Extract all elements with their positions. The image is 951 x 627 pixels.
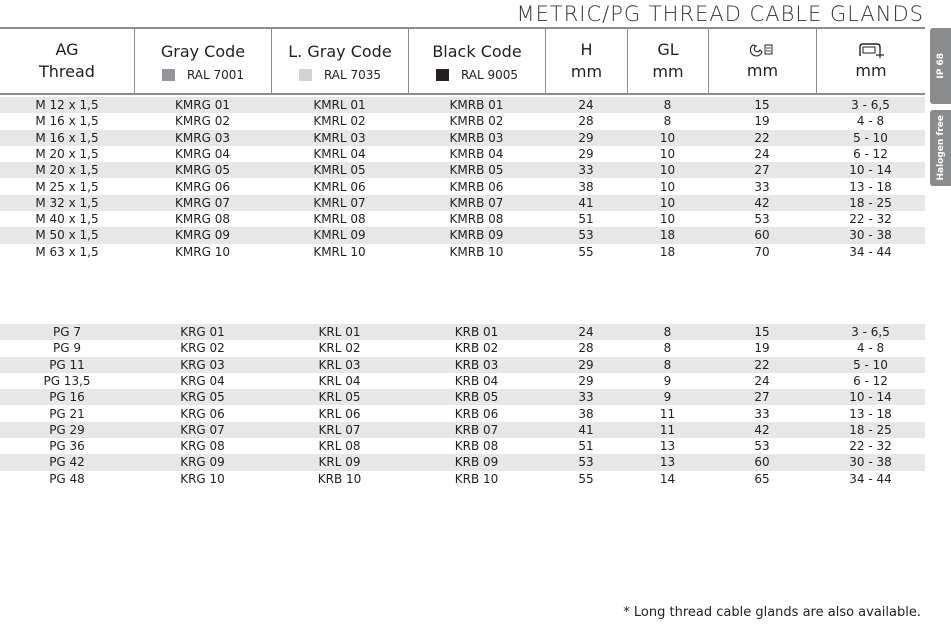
table-row	[0, 227, 925, 243]
cell-gl-value: 13	[659, 455, 676, 470]
header-wrench-unit: mm	[746, 60, 779, 80]
cell-black-code: KRB 09	[454, 455, 499, 470]
cell-h-value: 33	[578, 163, 594, 178]
cell-gl-value: 8	[663, 98, 672, 112]
cell-black-code: KMRB 06	[449, 179, 504, 194]
cell-black-code: KMRB 07	[449, 195, 504, 210]
cell-wrench-size: 19	[754, 341, 770, 356]
cell-h-value: 53	[578, 228, 594, 243]
cell-h-value: 38	[578, 406, 594, 421]
cell-black-code: KMRB 08	[449, 212, 504, 227]
cell-h-value: 24	[578, 98, 594, 112]
table-row	[0, 454, 925, 470]
table-row	[0, 324, 925, 340]
cell-gl-value: 10	[659, 195, 676, 210]
cell-gray-code: KMRG 04	[175, 146, 230, 161]
halogen-free-tab	[930, 110, 951, 186]
cell-lgray-code: KMRL 03	[313, 130, 366, 145]
cell-thread: M 12 x 1,5	[35, 98, 99, 112]
footnote: * Long thread cable glands are also available.	[623, 605, 921, 620]
cell-black-code: KRB 07	[454, 422, 499, 437]
header-wrench	[708, 29, 816, 93]
cell-thread: M 50 x 1,5	[35, 228, 99, 243]
cell-wrench-size: 24	[754, 373, 770, 388]
cell-gray-code: KRG 10	[180, 471, 225, 486]
lgray-swatch	[299, 69, 312, 81]
cell-lgray-code: KMRL 01	[313, 98, 366, 112]
cell-thread: M 40 x 1,5	[35, 212, 99, 227]
table-row	[0, 146, 925, 162]
lgray-ral: RAL 7035	[323, 67, 382, 82]
table-row	[0, 179, 925, 195]
cell-gray-code: KMRG 01	[175, 98, 230, 112]
cell-lgray-code: KRL 06	[318, 406, 361, 421]
cell-clamp-range: 18 - 25	[849, 195, 892, 210]
cell-gray-code: KRG 07	[180, 422, 225, 437]
table-row	[0, 113, 925, 129]
cell-h-value: 33	[578, 390, 594, 405]
cell-lgray-code: KMRL 09	[313, 228, 366, 243]
cell-gray-code: KMRG 08	[175, 212, 230, 227]
cell-thread: PG 11	[49, 357, 85, 372]
cell-lgray-code: KMRL 04	[313, 146, 366, 161]
cell-gray-code: KMRG 07	[175, 195, 230, 210]
table-row	[0, 357, 925, 373]
cell-gray-code: KRG 01	[180, 325, 225, 339]
cell-h-value: 55	[578, 471, 594, 486]
cell-lgray-code: KMRL 07	[313, 195, 366, 210]
ip68-tab	[930, 28, 951, 104]
black-ral: RAL 9005	[460, 67, 519, 82]
cell-gl-value: 10	[659, 146, 676, 161]
cell-h-value: 28	[578, 341, 594, 356]
cell-wrench-size: 42	[754, 422, 770, 437]
cell-lgray-code: KMRL 10	[313, 244, 366, 259]
header-h	[545, 29, 627, 93]
cell-thread: M 25 x 1,5	[35, 179, 99, 194]
cell-clamp-range: 4 - 8	[856, 341, 885, 356]
cell-thread: M 32 x 1,5	[35, 195, 99, 210]
gray-ral: RAL 7001	[186, 67, 245, 82]
cell-h-value: 53	[578, 455, 594, 470]
cell-h-value: 51	[578, 212, 594, 227]
cell-black-code: KRB 01	[454, 325, 499, 339]
table-row	[0, 130, 925, 146]
cell-h-value: 51	[578, 439, 594, 454]
header-gl-line2: mm	[652, 62, 684, 81]
cell-lgray-code: KRL 09	[318, 455, 361, 470]
cell-clamp-range: 3 - 6,5	[851, 325, 890, 339]
page-title: METRIC/PG THREAD CABLE GLANDS	[516, 2, 924, 26]
cell-thread: PG 29	[49, 422, 85, 437]
cell-thread: M 20 x 1,5	[35, 163, 99, 178]
cell-clamp-range: 30 - 38	[849, 455, 892, 470]
gray-swatch	[162, 69, 175, 81]
cell-gray-code: KRG 06	[180, 406, 225, 421]
cell-h-value: 41	[578, 422, 594, 437]
cell-gray-code: KRG 04	[180, 373, 225, 388]
cell-gl-value: 8	[663, 114, 672, 129]
cell-thread: M 20 x 1,5	[35, 146, 99, 161]
cell-clamp-range: 13 - 18	[849, 179, 892, 194]
cell-wrench-size: 60	[754, 228, 770, 243]
cell-gray-code: KRG 09	[180, 455, 225, 470]
cell-gray-code: KMRG 10	[175, 244, 230, 259]
cell-gl-value: 18	[659, 244, 676, 259]
cell-gray-code: KRG 02	[180, 341, 225, 356]
cell-gl-value: 18	[659, 228, 676, 243]
cell-h-value: 38	[578, 179, 594, 194]
cell-black-code: KMRB 04	[449, 146, 504, 161]
cell-gl-value: 10	[659, 179, 676, 194]
header-h-line2: mm	[570, 62, 603, 81]
cell-gl-value: 10	[659, 130, 676, 145]
cell-clamp-range: 18 - 25	[849, 422, 892, 437]
cell-clamp-range: 34 - 44	[849, 244, 892, 259]
cell-black-code: KRB 06	[454, 406, 499, 421]
table-row	[0, 389, 925, 405]
table-row	[0, 422, 925, 438]
cell-clamp-range: 3 - 6,5	[851, 98, 890, 112]
cell-lgray-code: KMRL 06	[313, 179, 366, 194]
cell-black-code: KMRB 10	[449, 244, 504, 259]
cell-lgray-code: KMRL 02	[313, 114, 366, 129]
cell-clamp-range: 6 - 12	[853, 146, 888, 161]
cell-wrench-size: 22	[754, 130, 770, 145]
cell-wrench-size: 33	[754, 179, 770, 194]
header-thread-line1: AG	[55, 40, 79, 59]
cell-clamp-range: 10 - 14	[849, 390, 892, 405]
cell-wrench-size: 22	[754, 357, 770, 372]
table-row	[0, 373, 925, 389]
cell-gl-value: 11	[659, 422, 676, 437]
cell-wrench-size: 15	[754, 325, 770, 339]
cell-wrench-size: 42	[754, 195, 770, 210]
black-swatch	[436, 69, 449, 81]
cell-lgray-code: KRL 01	[318, 325, 361, 339]
header-h-line1: H	[580, 40, 593, 59]
cell-black-code: KRB 10	[454, 471, 499, 486]
cell-thread: PG 42	[49, 455, 85, 470]
cell-wrench-size: 70	[754, 244, 770, 259]
table-row	[0, 211, 925, 227]
cell-thread: M 16 x 1,5	[35, 130, 99, 145]
cell-clamp-range: 30 - 38	[849, 228, 892, 243]
table-row	[0, 97, 925, 113]
cell-lgray-code: KRL 03	[318, 357, 361, 372]
cell-h-value: 29	[578, 373, 594, 388]
cell-gray-code: KRG 08	[180, 439, 225, 454]
cell-h-value: 28	[578, 114, 594, 129]
header-lgray-label: L. Gray Code	[288, 41, 392, 61]
cell-lgray-code: KMRL 08	[313, 212, 366, 227]
halogen-free-label: Halogen free	[935, 115, 946, 181]
table-row	[0, 162, 925, 178]
cell-wrench-size: 24	[754, 146, 770, 161]
cell-black-code: KRB 04	[454, 373, 499, 388]
cell-h-value: 24	[578, 325, 594, 339]
cell-black-code: KRB 03	[454, 357, 499, 372]
cell-thread: M 63 x 1,5	[35, 244, 99, 259]
ip68-label: IP 68	[935, 53, 946, 79]
cell-gl-value: 13	[659, 439, 676, 454]
cell-wrench-size: 65	[754, 471, 770, 486]
cell-h-value: 29	[578, 130, 594, 145]
cell-clamp-range: 6 - 12	[853, 373, 888, 388]
table-row	[0, 471, 925, 487]
cell-thread: PG 7	[53, 325, 81, 339]
cell-black-code: KRB 02	[454, 341, 499, 356]
cell-gl-value: 10	[659, 163, 676, 178]
header-thread-line2: Thread	[39, 62, 95, 81]
header-clamp	[816, 29, 925, 93]
table-row	[0, 195, 925, 211]
cell-clamp-range: 22 - 32	[849, 212, 892, 227]
cell-thread: M 16 x 1,5	[35, 114, 99, 129]
table-row	[0, 438, 925, 454]
clamp-range-icon	[856, 41, 886, 59]
cell-gray-code: KRG 03	[180, 357, 225, 372]
cell-wrench-size: 27	[754, 390, 770, 405]
cell-thread: PG 16	[49, 390, 85, 405]
cell-thread: PG 9	[53, 341, 81, 356]
cell-black-code: KMRB 02	[449, 114, 504, 129]
cell-clamp-range: 34 - 44	[849, 471, 892, 486]
cell-clamp-range: 22 - 32	[849, 439, 892, 454]
cell-gl-value: 9	[663, 390, 672, 405]
cell-black-code: KRB 05	[454, 390, 499, 405]
cell-gray-code: KMRG 05	[175, 163, 230, 178]
cell-black-code: KMRB 05	[449, 163, 504, 178]
header-black-code	[408, 29, 545, 93]
cell-wrench-size: 60	[754, 455, 770, 470]
header-clamp-unit: mm	[855, 60, 887, 80]
cell-gray-code: KMRG 02	[175, 114, 230, 129]
cell-gray-code: KMRG 06	[175, 179, 230, 194]
cell-black-code: KMRB 03	[449, 130, 504, 145]
cell-gl-value: 11	[659, 406, 676, 421]
header-gl	[627, 29, 708, 93]
header-thread	[0, 29, 134, 93]
header-gray-label: Gray Code	[160, 41, 246, 61]
cell-lgray-code: KRL 05	[318, 390, 361, 405]
cell-thread: PG 21	[49, 406, 85, 421]
cell-black-code: KMRB 09	[449, 228, 504, 243]
cell-gl-value: 8	[663, 357, 672, 372]
cell-gl-value: 8	[663, 325, 672, 339]
cell-clamp-range: 5 - 10	[853, 357, 888, 372]
cell-gl-value: 8	[663, 341, 672, 356]
header-lgray-code	[271, 29, 408, 93]
cell-h-value: 41	[578, 195, 594, 210]
header-gl-line1: GL	[657, 40, 679, 59]
cell-thread: PG 13,5	[43, 373, 91, 388]
cell-h-value: 55	[578, 244, 594, 259]
header-gray-code	[134, 29, 271, 93]
cell-thread: PG 36	[49, 439, 85, 454]
cell-black-code: KMRB 01	[449, 98, 504, 112]
cell-gl-value: 14	[659, 471, 676, 486]
header-black-label: Black Code	[432, 41, 522, 61]
cell-lgray-code: KRL 02	[318, 341, 361, 356]
cell-lgray-code: KMRL 05	[313, 163, 366, 178]
wrench-icon	[750, 41, 776, 59]
cell-gray-code: KMRG 03	[175, 130, 230, 145]
cell-gl-value: 10	[659, 212, 676, 227]
cell-clamp-range: 10 - 14	[849, 163, 892, 178]
table-row	[0, 406, 925, 422]
cell-lgray-code: KRB 10	[317, 471, 362, 486]
table-header	[0, 27, 925, 95]
cell-clamp-range: 5 - 10	[853, 130, 888, 145]
cell-lgray-code: KRL 04	[318, 373, 361, 388]
cell-h-value: 29	[578, 357, 594, 372]
cell-gl-value: 9	[663, 373, 672, 388]
cell-lgray-code: KRL 07	[318, 422, 361, 437]
cell-h-value: 29	[578, 146, 594, 161]
table-row	[0, 244, 925, 260]
cell-black-code: KRB 08	[454, 439, 499, 454]
cell-clamp-range: 4 - 8	[856, 114, 885, 129]
cell-clamp-range: 13 - 18	[849, 406, 892, 421]
cell-wrench-size: 27	[754, 163, 770, 178]
cell-wrench-size: 53	[754, 212, 770, 227]
cell-lgray-code: KRL 08	[318, 439, 361, 454]
cell-wrench-size: 19	[754, 114, 770, 129]
cell-wrench-size: 53	[754, 439, 770, 454]
cell-wrench-size: 33	[754, 406, 770, 421]
cell-thread: PG 48	[49, 471, 85, 486]
cell-gray-code: KMRG 09	[175, 228, 230, 243]
table-row	[0, 340, 925, 356]
cell-gray-code: KRG 05	[180, 390, 225, 405]
cell-wrench-size: 15	[754, 98, 770, 112]
